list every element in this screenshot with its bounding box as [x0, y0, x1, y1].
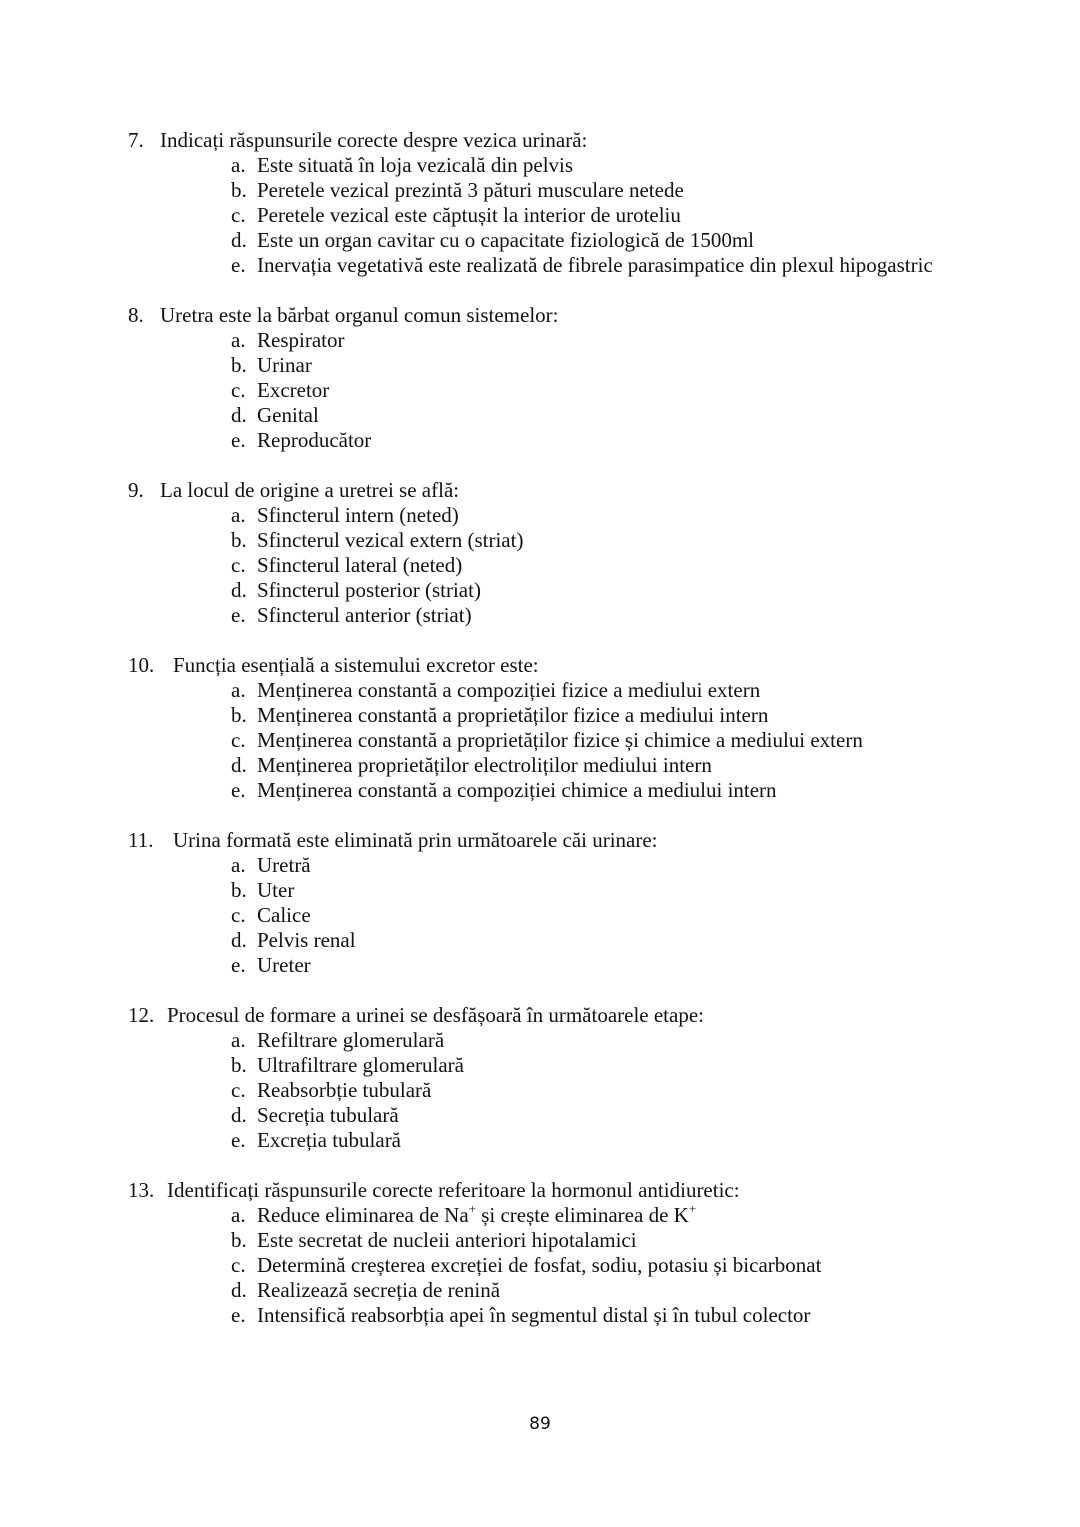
- question-text: Indicați răspunsurile corecte despre vezica urinară:: [160, 128, 588, 152]
- question-list: [128, 128, 1028, 1353]
- option-text: Reproducător: [257, 428, 372, 452]
- option-text: Menținerea constantă a proprietăților fizice și chimice a mediului extern: [257, 728, 863, 752]
- question-stem: [128, 1003, 1028, 1028]
- option-text: Menținerea constantă a proprietăților fizice a mediului intern: [257, 703, 769, 727]
- question-number: 10.: [128, 653, 155, 677]
- option-text: Realizează secreția de renină: [257, 1278, 501, 1302]
- option-a: a. Respirator: [231, 328, 345, 352]
- option-list: [128, 503, 1028, 628]
- superscript-plus: +: [688, 1201, 697, 1216]
- option-b: b. Este secretat de nucleii anteriori hipotalamici: [231, 1228, 637, 1252]
- option-text: Sfincterul vezical extern (striat): [257, 528, 524, 552]
- option-text: Excretor: [257, 378, 330, 402]
- option-b: b. Urinar: [231, 353, 312, 377]
- option-d: d. Secreția tubulară: [231, 1103, 399, 1127]
- option-text: Este secretat de nucleii anteriori hipotalamici: [257, 1228, 637, 1252]
- option-c: c. Sfincterul lateral (neted): [231, 553, 463, 577]
- option-text: Reduce eliminarea de Na+ și crește eliminarea de K+: [257, 1201, 697, 1227]
- option-b: b. Peretele vezical prezintă 3 pături musculare netede: [231, 178, 684, 202]
- option-text: Pelvis renal: [257, 928, 356, 952]
- question-12: [128, 1003, 1028, 1153]
- option-text: Inervația vegetativă este realizată de fibrele parasimpatice din plexul hipogastric: [257, 253, 933, 277]
- option-d: d. Este un organ cavitar cu o capacitate fiziologică de 1500ml: [231, 228, 754, 252]
- option-text: Determină creșterea excreției de fosfat, sodiu, potasiu și bicarbonat: [257, 1253, 822, 1277]
- option-c: c. Determină creșterea excreției de fosfat, sodiu, potasiu și bicarbonat: [231, 1253, 822, 1277]
- option-text: Genital: [257, 403, 319, 427]
- option-list: [128, 328, 1028, 453]
- option-text: Sfincterul intern (neted): [257, 503, 459, 527]
- option-d: d. Genital: [231, 403, 319, 427]
- option-text: Peretele vezical este căptușit la interior de uroteliu: [257, 203, 681, 227]
- question-number: 12.: [128, 1003, 155, 1027]
- option-text: Ureter: [257, 953, 311, 977]
- option-e: e. Sfincterul anterior (striat): [231, 603, 472, 627]
- option-text: Intensifică reabsorbția apei în segmentul distal și în tubul colector: [257, 1303, 811, 1327]
- option-text: Respirator: [257, 328, 345, 352]
- question-stem: [128, 828, 1028, 853]
- option-c: c. Menținerea constantă a proprietăților fizice și chimice a mediului extern: [231, 728, 863, 752]
- option-text: Uretră: [257, 853, 311, 877]
- question-text: Funcția esențială a sistemului excretor este:: [173, 653, 539, 677]
- option-d: d. Sfincterul posterior (striat): [231, 578, 481, 602]
- superscript-plus: +: [468, 1201, 476, 1216]
- question-number: 8.: [128, 303, 144, 327]
- question-stem: [128, 653, 1028, 678]
- option-text: Sfincterul anterior (striat): [257, 603, 472, 627]
- option-c: c. Peretele vezical este căptușit la interior de uroteliu: [231, 203, 681, 227]
- question-number: 9.: [128, 478, 144, 502]
- option-list: [128, 1203, 1028, 1328]
- question-7: [128, 128, 1028, 278]
- option-a: a. Sfincterul intern (neted): [231, 503, 459, 527]
- option-text: Menținerea proprietăților electroliților mediului intern: [257, 753, 712, 777]
- option-text: Este un organ cavitar cu o capacitate fiziologică de 1500ml: [257, 228, 754, 252]
- question-13: [128, 1178, 1028, 1328]
- option-text: Menținerea constantă a compoziției chimice a mediului intern: [257, 778, 777, 802]
- option-text: Peretele vezical prezintă 3 pături musculare netede: [257, 178, 684, 202]
- option-b: b. Ultrafiltrare glomerulară: [231, 1053, 464, 1077]
- option-e: e. Reproducător: [231, 428, 372, 452]
- option-d: d. Pelvis renal: [231, 928, 356, 952]
- question-text: Uretra este la bărbat organul comun sistemelor:: [160, 303, 559, 327]
- option-e: e. Excreția tubulară: [231, 1128, 402, 1152]
- question-stem: [128, 478, 1028, 503]
- option-c: c. Reabsorbție tubulară: [231, 1078, 432, 1102]
- page-number: 89: [529, 1414, 551, 1434]
- option-b: b. Sfincterul vezical extern (striat): [231, 528, 524, 552]
- question-number: 13.: [128, 1178, 155, 1202]
- question-stem: [128, 1178, 1028, 1203]
- option-e: e. Ureter: [231, 953, 311, 977]
- question-text: La locul de origine a uretrei se află:: [160, 478, 460, 502]
- option-d: d. Menținerea proprietăților electroliților mediului intern: [231, 753, 712, 777]
- option-b: b. Uter: [231, 878, 295, 902]
- question-text: Identificați răspunsurile corecte referitoare la hormonul antidiuretic:: [167, 1178, 740, 1202]
- option-list: [128, 853, 1028, 978]
- question-text: Procesul de formare a urinei se desfășoară în următoarele etape:: [167, 1003, 704, 1027]
- option-e: e. Inervația vegetativă este realizată de fibrele parasimpatice din plexul hipogastric: [231, 253, 933, 277]
- option-text: Secreția tubulară: [257, 1103, 399, 1127]
- question-stem: [128, 128, 1028, 153]
- option-c: c. Calice: [231, 903, 311, 927]
- question-number: 7.: [128, 128, 144, 152]
- option-text: Sfincterul lateral (neted): [257, 553, 463, 577]
- option-text: Uter: [257, 878, 295, 902]
- option-e: e. Menținerea constantă a compoziției chimice a mediului intern: [231, 778, 777, 802]
- option-text: Ultrafiltrare glomerulară: [257, 1053, 464, 1077]
- option-text: Excreția tubulară: [257, 1128, 402, 1152]
- option-b: b. Menținerea constantă a proprietăților fizice a mediului intern: [231, 703, 769, 727]
- option-a: a. Refiltrare glomerulară: [231, 1028, 445, 1052]
- question-10: [128, 653, 1028, 803]
- question-11: [128, 828, 1028, 978]
- option-a: a. Reduce eliminarea de Na+ și crește eliminarea de K+: [231, 1201, 697, 1227]
- question-9: [128, 478, 1028, 628]
- option-d: d. Realizează secreția de renină: [231, 1278, 501, 1302]
- option-list: [128, 678, 1028, 803]
- option-list: [128, 153, 1028, 278]
- option-text: Calice: [257, 903, 311, 927]
- question-number: 11.: [128, 828, 154, 852]
- option-text: Reabsorbție tubulară: [257, 1078, 432, 1102]
- option-c: c. Excretor: [231, 378, 330, 402]
- option-text: Menținerea constantă a compoziției fizice a mediului extern: [257, 678, 761, 702]
- option-a: a. Uretră: [231, 853, 311, 877]
- question-8: [128, 303, 1028, 453]
- option-list: [128, 1028, 1028, 1153]
- option-a: a. Menținerea constantă a compoziției fizice a mediului extern: [231, 678, 761, 702]
- option-text: Este situată în loja vezicală din pelvis: [257, 153, 574, 177]
- question-text: Urina formată este eliminată prin următoarele căi urinare:: [173, 828, 658, 852]
- option-text: Urinar: [257, 353, 312, 377]
- option-a: a. Este situată în loja vezicală din pelvis: [231, 153, 574, 177]
- option-text: Sfincterul posterior (striat): [257, 578, 481, 602]
- question-stem: [128, 303, 1028, 328]
- option-text: Refiltrare glomerulară: [257, 1028, 445, 1052]
- option-e: e. Intensifică reabsorbția apei în segmentul distal și în tubul colector: [231, 1303, 811, 1327]
